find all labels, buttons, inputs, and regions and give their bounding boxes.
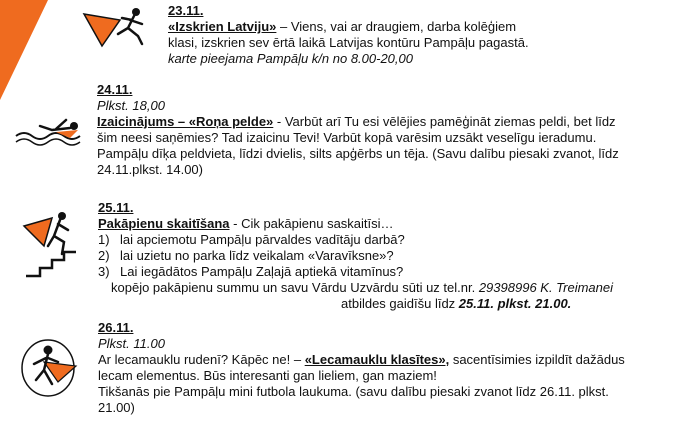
event-title: «Lecamauklu klasītes», bbox=[304, 352, 450, 367]
event-note: atbildes gaidīšu līdz 25.11. plkst. 21.00. bbox=[341, 296, 572, 311]
event-date: 23.11. bbox=[168, 3, 204, 18]
list-item: 3) Lai iegādātos Pampāļu Zaļajā aptiekā vitamīnus? bbox=[98, 264, 404, 279]
event-text: 24.11.plkst. 14.00) bbox=[97, 162, 203, 177]
event-date: 25.11. bbox=[98, 200, 134, 215]
event-text: šim neesi saņēmies? Tad izaicinu Tevi! Varbūt kopā varēsim uzsākt veselīgu ieradumu. bbox=[97, 130, 597, 145]
event-note: karte pieejama Pampāļu k/n no 8.00-20,00 bbox=[168, 51, 413, 66]
event-title: Pakāpienu skaitīšana bbox=[98, 216, 230, 231]
event-26-11 bbox=[98, 320, 625, 416]
event-text: Tikšanās pie Pampāļu mini futbola laukuma. (savu dalību piesaki zvanot līdz 26.11. plkst. bbox=[98, 384, 609, 399]
event-time: Plkst. 11.00 bbox=[98, 336, 165, 351]
event-title: «Izskrien Latviju» bbox=[168, 19, 277, 34]
event-text: - Varbūt arī Tu esi vēlējies pamēģināt ziemas peldi, bet līdz bbox=[273, 114, 616, 129]
event-text: - Cik pakāpienu saskaitīsi… bbox=[229, 216, 394, 231]
event-text: klasi, izskrien sev ērtā laikā Latvijas kontūru Pampāļu pagastā. bbox=[168, 35, 529, 50]
event-23-11 bbox=[168, 3, 529, 67]
runner-flag-icon bbox=[80, 6, 152, 50]
hopper-icon bbox=[14, 336, 84, 400]
event-text: Pampāļu dīķa peldvieta, līdzi dvielis, silts apģērbs un tēja. (Savu dalību piesaki zvanot, līdz bbox=[97, 146, 619, 161]
event-24-11 bbox=[97, 82, 619, 178]
list-item: 1) lai apciemotu Pampāļu pārvaldes vadītāju darbā? bbox=[98, 232, 405, 247]
event-text: – Viens, vai ar draugiem, darba kolēģiem bbox=[276, 19, 517, 34]
event-title: Izaicinājums – «Roņa pelde» bbox=[97, 114, 274, 129]
event-line: Ar lecamauklu rudenī? Kāpēc ne! – «Lecamauklu klasītes», sacentīsimies izpildīt dažādus bbox=[98, 352, 625, 367]
swimmer-icon bbox=[12, 112, 92, 148]
stairs-climber-icon bbox=[22, 210, 78, 280]
event-date: 24.11. bbox=[97, 82, 133, 97]
event-25-11 bbox=[98, 200, 613, 312]
orange-corner-decoration bbox=[0, 0, 60, 100]
list-item: 2) lai uzietu no parka līdz veikalam «Varavīksne»? bbox=[98, 248, 394, 263]
event-line bbox=[97, 114, 619, 130]
event-text: lecam elementus. Būs interesanti gan lieliem, gan maziem! bbox=[98, 368, 437, 383]
event-line bbox=[168, 19, 529, 35]
event-time: Plkst. 18,00 bbox=[97, 98, 165, 113]
event-text: 21.00) bbox=[98, 400, 135, 415]
event-line bbox=[98, 216, 613, 232]
event-note: kopējo pakāpienu summu un savu Vārdu Uzvārdu sūti uz tel.nr. 29398996 K. Treimanei bbox=[111, 280, 614, 295]
event-date: 26.11. bbox=[98, 320, 134, 335]
